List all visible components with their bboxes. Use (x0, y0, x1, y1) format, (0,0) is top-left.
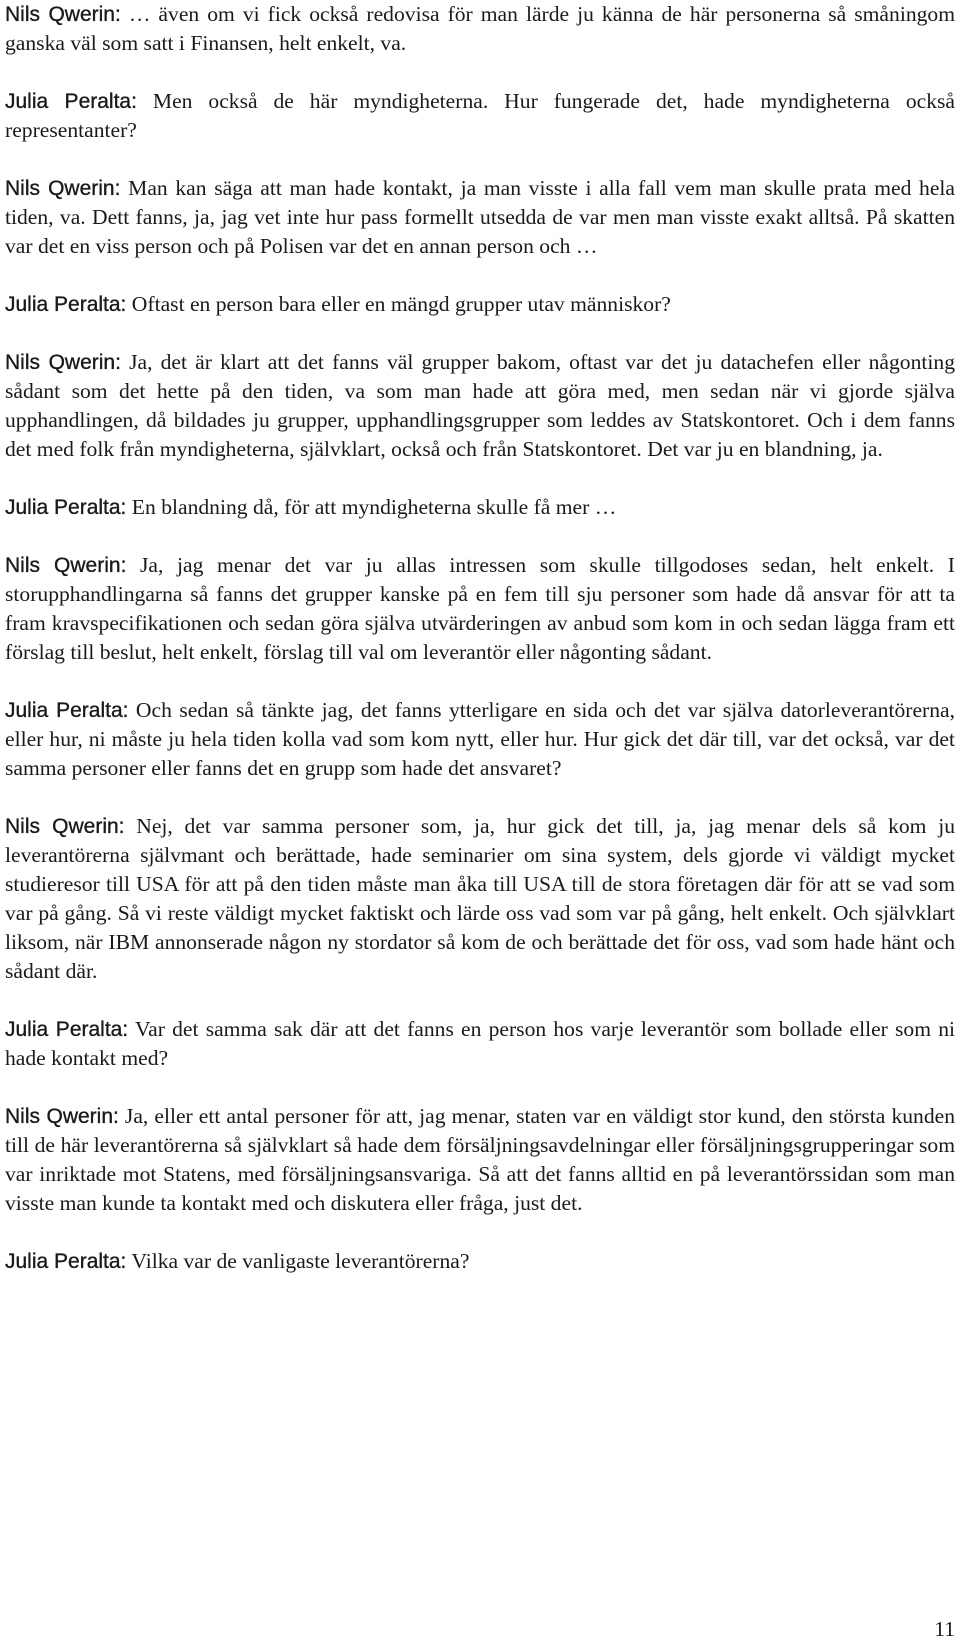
speaker-name: Julia Peralta: (5, 293, 127, 316)
transcript-entry (5, 696, 955, 783)
transcript-entry (5, 290, 955, 319)
interview-transcript (5, 0, 955, 1276)
utterance-text: Men också de här myndigheterna. Hur fungerade det, hade myndigheterna också representanter? (5, 89, 955, 142)
transcript-entry (5, 812, 955, 986)
page-number: 11 (934, 1617, 955, 1641)
speaker-name: Julia Peralta: (5, 1250, 127, 1273)
transcript-entry (5, 551, 955, 667)
utterance-text: Och sedan så tänkte jag, det fanns ytterligare en sida och det var själva datorleverantörerna, eller hur, ni måste ju hela tiden kolla vad som kom nytt, eller hur. Hur gick det där till, var det också, var det samma personer eller fanns det en grupp som hade det ansvaret? (5, 698, 955, 780)
transcript-page (5, 0, 955, 1276)
speaker-name: Nils Qwerin: (5, 815, 125, 838)
transcript-entry (5, 1247, 955, 1276)
utterance-text: Oftast en person bara eller en mängd grupper utav människor? (126, 292, 671, 316)
speaker-name: Julia Peralta: (5, 699, 129, 722)
transcript-entry (5, 87, 955, 145)
utterance-text: Ja, det är klart att det fanns väl grupper bakom, oftast var det ju datachefen eller någonting sådant som det hette på den tiden, va som man hade att göra med, men sedan när vi gjorde själva upphandlingen, då bildades ju grupper, upphandlingsgrupper som leddes av Statskontoret. Och i dem fanns det med folk från myndigheterna, självklart, också och från Statskontoret. Det var ju en blandning, ja. (5, 350, 955, 461)
transcript-entry (5, 1015, 955, 1073)
transcript-entry (5, 493, 955, 522)
speaker-name: Julia Peralta: (5, 1018, 129, 1041)
utterance-text: En blandning då, för att myndigheterna skulle få mer … (126, 495, 617, 519)
utterance-text: Nej, det var samma personer som, ja, hur gick det till, ja, jag menar dels så kom ju leverantörerna självmant och berättade, hade seminarier om sina system, dels gjorde vi väldigt mycket studieresor till USA för att på den tiden måste man åka till USA till de stora företagen där för att se vad som var på gång. Så vi reste väldigt mycket faktiskt och lärde oss vad som var på gång, helt enkelt. Och självklart liksom, när IBM annonserade någon ny stordator så kom de och berättade det för oss, vad som hade hänt och sådant där. (5, 814, 955, 983)
utterance-text: Man kan säga att man hade kontakt, ja man visste i alla fall vem man skulle prata med hela tiden, va. Dett fanns, ja, jag vet inte hur pass formellt utsedda de var men man visste exakt alltså. På skatten var det en viss person och på Polisen var det en annan person och … (5, 176, 955, 258)
utterance-text: Vilka var de vanligaste leverantörerna? (126, 1249, 470, 1273)
transcript-entry (5, 0, 955, 58)
utterance-text: Ja, eller ett antal personer för att, jag menar, staten var en väldigt stor kund, den största kunden till de här leverantörerna så självklart så hade dem försäljningsavdelningar eller försäljningsgrupperingar som var inriktade mot Statens, med försäljningsansvariga. Så att det fanns alltid en på leverantörssidan som man visste man kunde ta kontakt med och diskutera eller fråga, just det. (5, 1104, 956, 1215)
speaker-name: Julia Peralta: (5, 90, 137, 113)
transcript-entry (5, 1102, 955, 1218)
speaker-name: Nils Qwerin: (5, 351, 121, 374)
transcript-entry (5, 174, 955, 261)
utterance-text: Ja, jag menar det var ju allas intressen som skulle tillgodoses sedan, helt enkelt. I storupphandlingarna så fanns det grupper kanske på en fem till sju personer som hade då ansvar för att ta fram kravspecifikationen och sedan göra själva utvärderingen av anbud som kom in och sedan lägga fram ett förslag till beslut, helt enkelt, förslag till val om leverantör eller någonting sådant. (5, 553, 955, 664)
speaker-name: Nils Qwerin: (5, 1105, 119, 1128)
speaker-name: Nils Qwerin: (5, 3, 121, 26)
utterance-text: … även om vi fick också redovisa för man lärde ju känna de här personerna så småningom ganska väl som satt i Finansen, helt enkelt, va. (5, 2, 956, 55)
speaker-name: Julia Peralta: (5, 496, 127, 519)
speaker-name: Nils Qwerin: (5, 177, 121, 200)
utterance-text: Var det samma sak där att det fanns en person hos varje leverantör som bollade eller som ni hade kontakt med? (5, 1017, 955, 1070)
transcript-entry (5, 348, 955, 464)
speaker-name: Nils Qwerin: (5, 554, 127, 577)
